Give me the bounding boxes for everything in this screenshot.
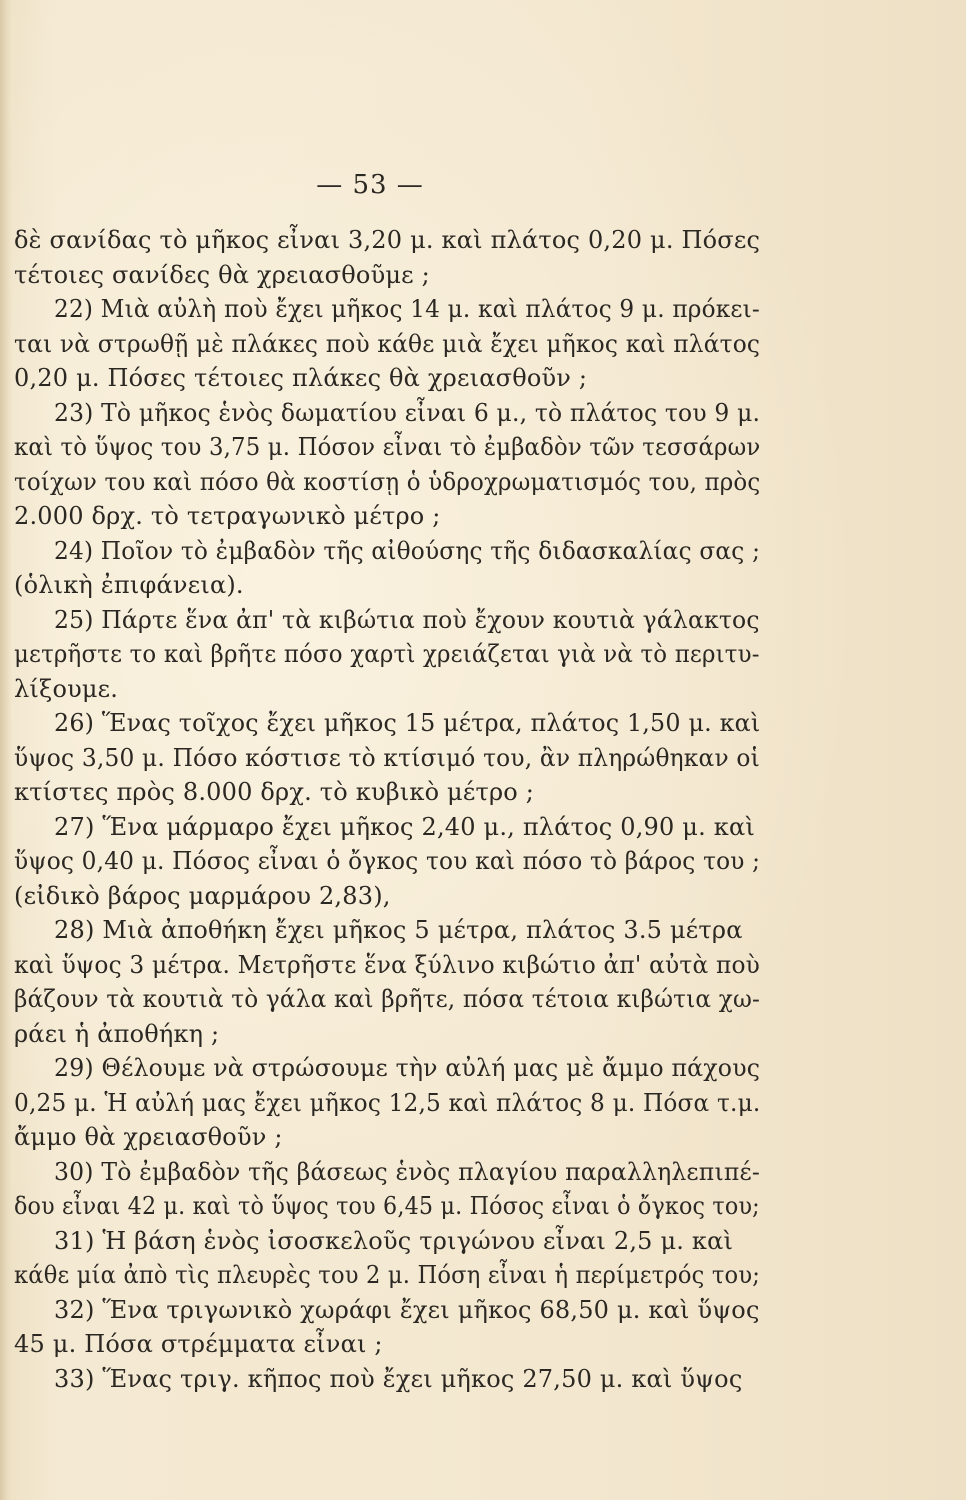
text-line: 32) Ἕνα τριγωνικὸ χωράφι ἔχει μῆκος 68,50 μ. καὶ ὕψος — [54, 1296, 760, 1324]
text-line: ται νὰ στρωθῇ μὲ πλάκες ποὺ κάθε μιὰ ἔχει μῆκος καὶ πλάτος — [14, 330, 761, 358]
text-line: βάζουν τὰ κουτιὰ τὸ γάλα καὶ βρῆτε, πόσα τέτοια κιβώτια χω- — [14, 985, 761, 1013]
text-line: 27) Ἕνα μάρμαρο ἔχει μῆκος 2,40 μ., πλάτος 0,90 μ. καὶ — [54, 813, 755, 841]
text-line: 29) Θέλουμε νὰ στρώσουμε τὴν αὐλή μας μὲ ἄμμο πάχους — [54, 1054, 761, 1082]
text-line: 0,20 μ. Πόσες τέτοιες πλάκες θὰ χρειασθοῦν ; — [14, 364, 588, 392]
text-line: κάθε μία ἀπὸ τὶς πλευρὲς του 2 μ. Πόση εἶναι ἡ περίμετρός του; — [14, 1261, 761, 1289]
text-line: (ὁλικὴ ἐπιφάνεια). — [14, 571, 244, 599]
text-line: μετρῆστε το καὶ βρῆτε πόσο χαρτὶ χρειάζεται γιὰ νὰ τὸ περιτυ- — [14, 640, 760, 668]
text-line: 26) Ἕνας τοῖχος ἔχει μῆκος 15 μέτρα, πλάτος 1,50 μ. καὶ — [54, 709, 761, 737]
text-line: δὲ σανίδας τὸ μῆκος εἶναι 3,20 μ. καὶ πλάτος 0,20 μ. Πόσες — [14, 226, 761, 254]
text-line: ὕψος 0,40 μ. Πόσος εἶναι ὁ ὄγκος του καὶ πόσο τὸ βάρος του ; — [14, 847, 761, 875]
text-line: δου εἶναι 42 μ. καὶ τὸ ὕψος του 6,45 μ. Πόσος εἶναι ὁ ὄγκος του; — [14, 1192, 760, 1220]
text-line: 22) Μιὰ αὐλὴ ποὺ ἔχει μῆκος 14 μ. καὶ πλάτος 9 μ. πρόκει- — [54, 295, 760, 323]
text-line: λίξουμε. — [14, 675, 119, 703]
page-number: — 53 — — [316, 170, 424, 200]
text-line: 31) Ἡ βάση ἑνὸς ἰσοσκελοῦς τριγώνου εἶναι 2,5 μ. καὶ — [54, 1227, 734, 1255]
page-binding-edge — [0, 0, 12, 1500]
text-line: 33) Ἕνας τριγ. κῆπος ποὺ ἔχει μῆκος 27,50 μ. καὶ ὕψος — [54, 1365, 743, 1393]
text-line: 24) Ποῖον τὸ ἐμβαδὸν τῆς αἰθούσης τῆς διδασκαλίας σας ; — [54, 537, 761, 565]
text-line: 45 μ. Πόσα στρέμματα εἶναι ; — [14, 1330, 383, 1358]
text-line: 23) Τὸ μῆκος ἑνὸς δωματίου εἶναι 6 μ., τὸ πλάτος του 9 μ. — [54, 399, 761, 427]
text-line: κτίστες πρὸς 8.000 δρχ. τὸ κυβικὸ μέτρο ; — [14, 778, 535, 806]
text-line: τέτοιες σανίδες θὰ χρειασθοῦμε ; — [14, 261, 430, 289]
text-line: 25) Πάρτε ἕνα ἀπ' τὰ κιβώτια ποὺ ἔχουν κουτιὰ γάλακτος — [54, 606, 760, 634]
text-line: τοίχων του καὶ πόσο θὰ κοστίσῃ ὁ ὑδροχρωματισμός του, πρὸς — [14, 468, 761, 496]
text-line: ἄμμο θὰ χρειασθοῦν ; — [14, 1123, 283, 1151]
text-line: καὶ ὕψος 3 μέτρα. Μετρῆστε ἕνα ξύλινο κιβώτιο ἀπ' αὐτὰ ποὺ — [14, 951, 761, 979]
text-line: 0,25 μ. Ἡ αὐλή μας ἔχει μῆκος 12,5 καὶ πλάτος 8 μ. Πόσα τ.μ. — [14, 1089, 761, 1117]
text-line: 28) Μιὰ ἀποθήκη ἔχει μῆκος 5 μέτρα, πλάτος 3.5 μέτρα — [54, 916, 743, 944]
text-line: ράει ἡ ἀποθήκη ; — [14, 1020, 220, 1048]
text-line: 30) Τὸ ἐμβαδὸν τῆς βάσεως ἑνὸς πλαγίου παραλληλεπιπέ- — [54, 1158, 761, 1186]
text-line: καὶ τὸ ὕψος του 3,75 μ. Πόσον εἶναι τὸ ἐμβαδὸν τῶν τεσσάρων — [14, 433, 761, 461]
text-line: (εἰδικὸ βάρος μαρμάρου 2,83), — [14, 882, 391, 910]
text-line: ὕψος 3,50 μ. Πόσο κόστισε τὸ κτίσιμό του, ἂν πληρώθηκαν οἱ — [14, 744, 760, 772]
text-line: 2.000 δρχ. τὸ τετραγωνικὸ μέτρο ; — [14, 502, 441, 530]
